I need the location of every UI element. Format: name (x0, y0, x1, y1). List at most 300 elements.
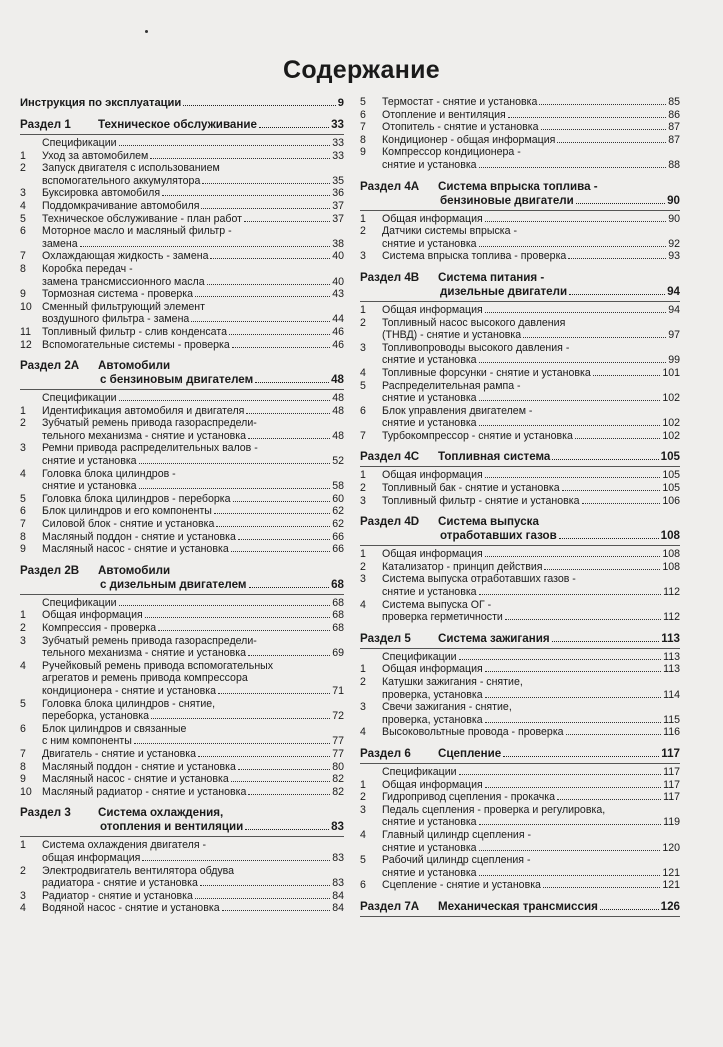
entry-last-line (42, 200, 344, 213)
toc-entry[interactable] (20, 301, 344, 326)
entry-last-line (382, 238, 680, 251)
entry-text: снятие и установка (42, 480, 137, 493)
section-heading[interactable] (360, 271, 680, 299)
dot-leader (119, 145, 331, 146)
entry-last-line (382, 689, 680, 702)
entry-number: 6 (360, 404, 366, 417)
entry-text: Поддомкрачивание автомобиля (42, 199, 200, 212)
page-number: 84 (332, 902, 344, 915)
entry-last-line (42, 773, 344, 786)
entry-text: Спецификации (382, 765, 457, 778)
entry-body (42, 902, 344, 915)
entry-body (382, 250, 680, 263)
entry-number: 1 (360, 212, 366, 225)
entry-text: проверка, установка (382, 688, 483, 701)
entry-last-line (42, 531, 344, 544)
section-title: дизельные двигатели (440, 284, 568, 298)
toc-entry[interactable] (20, 250, 344, 263)
entry-text: кондиционера - снятие и установка (42, 684, 216, 697)
entry-text: Турбокомпрессор - снятие и установка (382, 429, 573, 442)
entry-body (42, 761, 344, 774)
toc-entry[interactable] (20, 505, 344, 518)
page-number: 33 (332, 137, 344, 149)
section-divider (360, 545, 680, 546)
toc-entry[interactable] (360, 561, 680, 574)
page-number: 46 (332, 325, 344, 338)
toc-entry[interactable] (360, 469, 680, 482)
entry-number: 1 (20, 839, 26, 852)
entry-text: общая информация (42, 851, 141, 864)
toc-entry[interactable] (360, 651, 680, 664)
toc-entry[interactable] (20, 213, 344, 226)
page-number: 37 (332, 199, 344, 212)
page-number: 113 (663, 663, 680, 676)
toc-entry[interactable] (360, 342, 680, 367)
section-heading[interactable] (360, 180, 680, 208)
page-number: 115 (663, 713, 680, 726)
dot-leader (508, 117, 666, 118)
entry-last-line (42, 339, 344, 352)
toc-entry[interactable] (360, 854, 680, 879)
toc-entry[interactable] (20, 660, 344, 698)
toc-entry[interactable] (20, 723, 344, 748)
toc-entry[interactable] (20, 225, 344, 250)
dot-leader (559, 538, 659, 539)
section-label: Раздел 4В (360, 270, 420, 284)
toc-entry[interactable] (20, 635, 344, 660)
entry-last-line (382, 611, 680, 624)
entry-last-line (42, 748, 344, 761)
dot-leader (207, 284, 331, 285)
toc-entry[interactable] (360, 482, 680, 495)
entry-number (20, 137, 42, 150)
entry-text: Уход за автомобилем (42, 149, 149, 162)
toc-entry[interactable] (20, 773, 344, 786)
entry-last-line (42, 890, 344, 903)
toc-entry[interactable] (360, 367, 680, 380)
entry-text: Масляный поддон - снятие и установка (42, 760, 236, 773)
entry-text: Термостат - снятие и установка (382, 96, 538, 108)
section-heading-last-line (360, 529, 680, 543)
toc-entry[interactable] (360, 779, 680, 792)
entry-number: 7 (20, 747, 26, 760)
dot-leader (479, 875, 661, 876)
entry-body (42, 748, 344, 761)
section-heading-line (360, 180, 680, 194)
dot-leader (248, 794, 330, 795)
entry-text: снятие и установка (42, 455, 137, 468)
entry-body (382, 213, 680, 226)
entry-number: 8 (20, 760, 26, 773)
entry-last-line (382, 417, 680, 430)
page-number: 85 (668, 96, 680, 108)
page-title: Содержание (282, 56, 441, 84)
dot-leader (245, 829, 329, 830)
entry-last-line (382, 96, 680, 109)
toc-entry[interactable] (360, 250, 680, 263)
toc-entry[interactable] (360, 676, 680, 701)
entry-last-line (42, 288, 344, 301)
entry-body (382, 495, 680, 508)
entry-text-line: Блок управления двигателем - (382, 404, 533, 417)
dot-leader (485, 671, 661, 672)
section-title: отопления и вентиляции (100, 820, 244, 834)
section-label: Раздел 7А (360, 899, 420, 913)
toc-entry[interactable] (360, 548, 680, 561)
toc-entry[interactable] (20, 890, 344, 903)
dot-leader (145, 617, 330, 618)
entry-number: 3 (20, 442, 26, 455)
entry-body (382, 829, 680, 854)
page-number: 90 (668, 212, 680, 225)
toc-entry[interactable] (360, 829, 680, 854)
section-divider (20, 594, 344, 595)
entry-last-line (42, 622, 344, 635)
toc-entry[interactable] (20, 902, 344, 915)
section-heading-last-line (20, 578, 344, 592)
entry-number: 2 (20, 417, 26, 430)
entry-text: снятие и установка (382, 158, 477, 171)
entry-last-line (42, 710, 344, 723)
entry-number: 3 (20, 634, 26, 647)
page-number: 82 (332, 785, 344, 798)
page-number: 48 (331, 373, 344, 387)
section-title: Механическая трансмиссия (438, 899, 598, 913)
toc-entry[interactable] (20, 622, 344, 635)
section-heading-line (20, 806, 344, 820)
toc-entry[interactable] (20, 839, 344, 864)
entry-text: Спецификации (42, 596, 117, 609)
toc-entry[interactable] (20, 326, 344, 339)
entry-body (42, 250, 344, 263)
dot-leader (238, 539, 330, 540)
entry-body (42, 326, 344, 339)
toc-entry[interactable] (360, 701, 680, 726)
entry-last-line (42, 175, 344, 188)
toc-entry[interactable] (20, 468, 344, 493)
toc-entry[interactable] (20, 493, 344, 506)
toc-entry[interactable] (360, 213, 680, 226)
toc-entry[interactable] (360, 495, 680, 508)
entry-number: 11 (20, 325, 31, 338)
entry-body (42, 865, 344, 890)
page-number: 77 (332, 747, 344, 760)
entry-text: Система впрыска топлива - проверка (382, 250, 567, 263)
entry-body (382, 469, 680, 482)
page-number: 77 (332, 735, 344, 748)
entry-number: 1 (20, 149, 26, 162)
entry-body (382, 651, 680, 664)
entry-number: 7 (20, 518, 26, 531)
toc-entry[interactable] (20, 137, 344, 150)
entry-body (382, 804, 680, 829)
section-title: Техническое обслуживание (98, 118, 257, 131)
section-heading-last-line (360, 900, 680, 914)
entry-number: 5 (360, 854, 366, 867)
toc-entry[interactable] (20, 288, 344, 301)
toc-entry[interactable] (20, 417, 344, 442)
section-heading[interactable] (20, 806, 344, 834)
page-number: 99 (668, 354, 680, 367)
page-number: 105 (662, 482, 680, 495)
toc-entry[interactable] (20, 405, 344, 418)
section-label: Раздел 2А (20, 359, 80, 373)
entry-body (382, 109, 680, 122)
entry-last-line (382, 430, 680, 443)
entry-body (382, 766, 680, 779)
entry-body (382, 96, 680, 109)
toc-entry[interactable] (360, 573, 680, 598)
page-number: 114 (663, 688, 680, 701)
toc-entry[interactable] (360, 225, 680, 250)
entry-body (42, 339, 344, 352)
section-label: Раздел 2В (20, 563, 80, 577)
toc-entry[interactable] (360, 380, 680, 405)
dot-leader (539, 104, 666, 105)
dot-leader (150, 158, 330, 159)
section-heading[interactable] (360, 747, 680, 761)
entry-body (42, 635, 344, 660)
entry-text-line: Ручейковый ремень привода вспомогательных (42, 659, 274, 672)
toc-entry[interactable] (360, 405, 680, 430)
entry-body (382, 134, 680, 147)
section-heading[interactable] (360, 900, 680, 914)
entry-body (42, 543, 344, 556)
entry-number: 4 (20, 467, 26, 480)
dot-leader (552, 641, 660, 642)
dot-leader (249, 587, 330, 588)
entry-body (382, 380, 680, 405)
toc-entry[interactable] (360, 134, 680, 147)
toc-entry[interactable] (20, 150, 344, 163)
entry-number: 4 (360, 828, 366, 841)
toc-entry[interactable] (360, 430, 680, 443)
entry-text-line: Блок цилиндров и связанные (42, 722, 187, 735)
entry-text: Топливный бак - снятие и установка (382, 482, 560, 495)
entry-last-line (42, 250, 344, 263)
toc-entry[interactable] (20, 597, 344, 610)
dot-leader (248, 438, 330, 439)
toc-entry[interactable] (360, 146, 680, 171)
section-heading[interactable] (20, 118, 344, 132)
entry-last-line (382, 548, 680, 561)
toc-entry[interactable] (360, 663, 680, 676)
section-divider (360, 210, 680, 211)
entry-text: Катализатор - принцип действия (382, 560, 543, 573)
page-number: 68 (332, 596, 344, 609)
dot-leader (142, 860, 330, 861)
entry-number: 9 (20, 543, 26, 556)
toc-entry[interactable] (20, 339, 344, 352)
entry-last-line (382, 121, 680, 134)
entry-number: 6 (20, 505, 26, 518)
dot-leader (576, 203, 665, 204)
entry-number: 4 (360, 726, 366, 739)
page-number: 48 (332, 429, 344, 442)
page-number: 116 (663, 726, 680, 739)
section-heading-last-line (20, 118, 344, 132)
dot-leader (232, 347, 330, 348)
toc-entry[interactable] (360, 599, 680, 624)
toc-entry[interactable] (20, 392, 344, 405)
toc-entry[interactable] (360, 804, 680, 829)
toc-entry[interactable] (20, 609, 344, 622)
toc-entry[interactable] (360, 304, 680, 317)
section-title: с дизельным двигателем (100, 577, 247, 591)
entry-last-line (42, 313, 344, 326)
toc-entry[interactable] (360, 791, 680, 804)
entry-body (382, 405, 680, 430)
entry-text: Двигатель - снятие и установка (42, 747, 196, 760)
page-number: 108 (662, 560, 680, 573)
toc-entry[interactable] (360, 96, 680, 109)
entry-last-line (42, 505, 344, 518)
dot-leader (255, 382, 329, 383)
page-number: 119 (663, 816, 680, 829)
dot-leader (200, 885, 330, 886)
entry-last-line (382, 250, 680, 263)
section-label: Раздел 1 (20, 118, 71, 131)
toc-entry[interactable] (20, 761, 344, 774)
entry-last-line (382, 816, 680, 829)
toc-entry[interactable] (20, 442, 344, 467)
toc-entry[interactable] (20, 748, 344, 761)
section-heading[interactable] (20, 359, 344, 387)
section-heading[interactable] (20, 564, 344, 592)
page-number: 68 (331, 577, 344, 591)
entry-last-line (382, 791, 680, 804)
page-number: 120 (662, 841, 680, 854)
entry-text-line: Запуск двигателя с использованием (42, 162, 220, 175)
page-number: 126 (660, 899, 680, 913)
toc-entry[interactable] (20, 865, 344, 890)
toc-section (360, 271, 680, 443)
section-title: Система впрыска топлива - (438, 179, 598, 193)
page-number: 121 (662, 879, 680, 892)
entry-text: Спецификации (42, 137, 117, 149)
section-title: Сцепление (438, 746, 502, 760)
toc-entry[interactable] (20, 531, 344, 544)
entry-text-line: Электродвигатель вентилятора обдува (42, 864, 235, 877)
page-number: 83 (332, 851, 344, 864)
toc-entry[interactable] (360, 121, 680, 134)
entry-number: 1 (360, 548, 366, 561)
dot-leader (119, 400, 331, 401)
entry-text: воздушного фильтра - замена (42, 313, 190, 326)
toc-entry[interactable] (360, 726, 680, 739)
entry-last-line (42, 392, 344, 405)
entry-body (42, 609, 344, 622)
entry-body (382, 146, 680, 171)
dot-leader (134, 743, 330, 744)
entry-body (42, 213, 344, 226)
entry-body (42, 263, 344, 288)
page-number: 121 (662, 866, 680, 879)
toc-entry[interactable] (20, 786, 344, 799)
entry-body (42, 288, 344, 301)
toc-section (360, 632, 680, 739)
entry-text-line: Система охлаждения двигателя - (42, 839, 207, 852)
dot-leader (183, 105, 335, 106)
entry-text: замена трансмиссионного масла (42, 275, 205, 288)
toc-entry[interactable] (20, 187, 344, 200)
page-number: 88 (668, 158, 680, 171)
section-title: бензиновые двигатели (440, 193, 574, 207)
entry-text: Водяной насос - снятие и установка (42, 902, 220, 915)
dot-leader (479, 425, 661, 426)
section-heading[interactable] (360, 632, 680, 646)
dot-leader (582, 503, 661, 504)
entry-number: 1 (360, 469, 366, 482)
entry-body (382, 701, 680, 726)
entry-body (382, 367, 680, 380)
dot-leader (229, 334, 330, 335)
section-heading[interactable] (360, 515, 680, 543)
page-number: 35 (332, 174, 344, 187)
entry-body (42, 137, 344, 150)
toc-entry[interactable] (20, 518, 344, 531)
entry-last-line (42, 761, 344, 774)
section-divider (360, 301, 680, 302)
section-heading[interactable] (360, 450, 680, 464)
entry-last-line (382, 469, 680, 482)
toc-entry[interactable] (20, 698, 344, 723)
toc-entry[interactable] (360, 317, 680, 342)
page-number: 117 (663, 765, 680, 778)
dot-leader (162, 195, 330, 196)
entry-number: 1 (20, 609, 26, 622)
dot-leader (523, 337, 666, 338)
entry-body (382, 317, 680, 342)
dot-leader (485, 697, 661, 698)
toc-entry[interactable] (20, 162, 344, 187)
instructions-entry[interactable] (20, 96, 344, 110)
toc-entry[interactable] (360, 766, 680, 779)
dot-leader (557, 799, 661, 800)
entry-last-line (382, 842, 680, 855)
page-number: 82 (332, 773, 344, 786)
entry-text: с ним компоненты (42, 735, 132, 748)
entry-number: 7 (360, 121, 366, 134)
toc-entry[interactable] (20, 200, 344, 213)
section-label: Раздел 3 (20, 806, 71, 820)
dot-leader (479, 400, 661, 401)
entry-text: Отопление и вентиляция (382, 108, 506, 121)
toc-entry[interactable] (360, 109, 680, 122)
dot-leader (238, 769, 330, 770)
entry-number: 2 (360, 676, 366, 688)
entry-text: Общая информация (382, 548, 483, 561)
entry-last-line (382, 714, 680, 727)
entry-body (382, 548, 680, 561)
entry-number: 9 (20, 288, 26, 301)
entry-body (42, 698, 344, 723)
toc-entry[interactable] (20, 263, 344, 288)
entry-text: Сцепление - снятие и установка (382, 879, 541, 892)
dot-leader (139, 488, 331, 489)
entry-number: 2 (360, 225, 366, 238)
entry-body (42, 839, 344, 864)
dot-leader (485, 556, 661, 557)
dot-leader (543, 887, 660, 888)
toc-entry[interactable] (20, 543, 344, 556)
section-label: Раздел 4А (360, 179, 420, 193)
entry-body (42, 493, 344, 506)
entry-text-line: агрегатов и ремень привода компрессора (42, 672, 248, 685)
entry-last-line (382, 109, 680, 122)
entry-text-line: Рабочий цилиндр сцепления - (382, 854, 531, 867)
toc-entry[interactable] (360, 879, 680, 892)
